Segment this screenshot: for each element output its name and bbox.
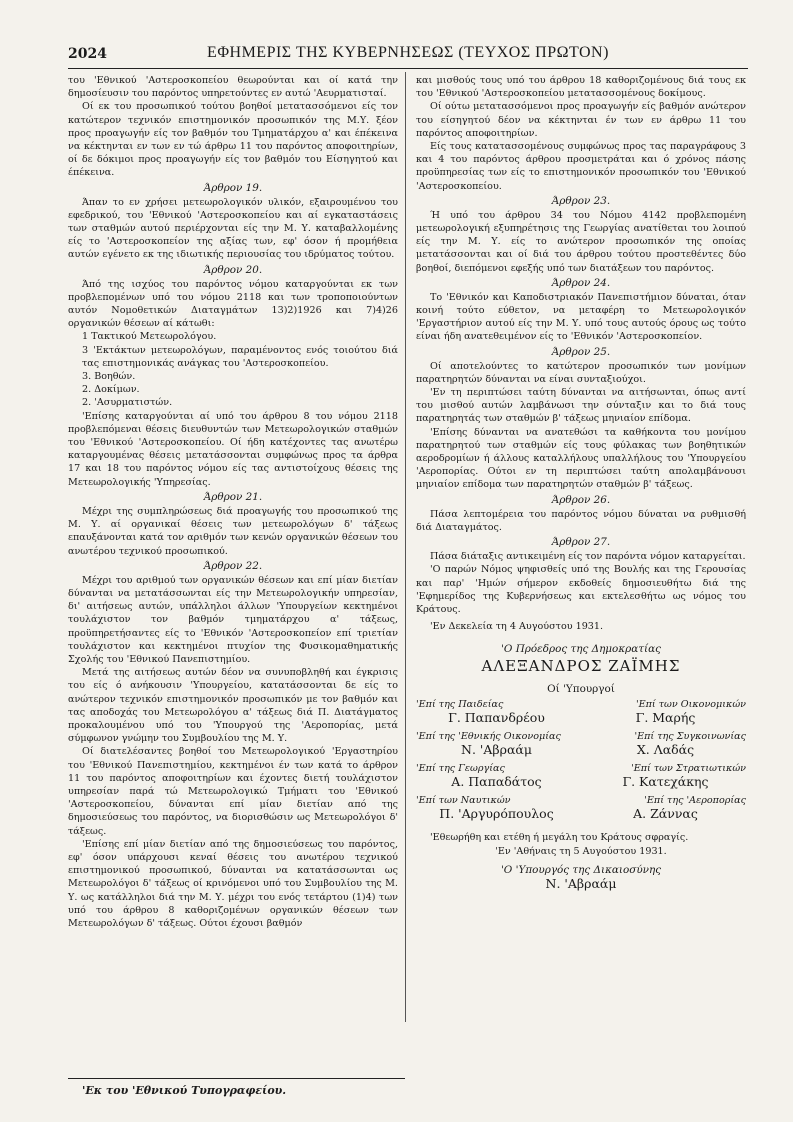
article-heading: Άρθρον 26. <box>551 493 611 506</box>
paragraph: Οί ούτω μετατασσόμενοι προς προαγωγήν είς βαθμόν ανώτερον του είσηγητού δέον να κέκτηνται έν των εν άρθρω 11 του παρόντος αποφοιτηρίων. <box>416 101 746 139</box>
enactment-date: 'Εν Δεκελεία τη 4 Αυγούστου 1931. <box>430 621 604 633</box>
article-heading: Άρθρον 24. <box>551 276 611 289</box>
minister-name: Ν. 'Αβραάμ <box>461 742 532 758</box>
seal-note: 'Εθεωρήθη και ετέθη ή μεγάλη του Κράτους σφραγίς. <box>430 832 689 844</box>
paragraph: Μετά της αιτήσεως αυτών δέον να συνυποβληθή και έγκρισις του είς ό ανήκουσιν 'Υπουργείου, κατατάσσονται δε είς το ανώτερον τεχνικόν επιστημονικόν προσωπικόν με τον βαθμόν και τας αποδοχάς του Μετεωρολόγου α' τάξεως διά Π. Διατάγματος προκαλουμένου υπό του 'Υπουργού της 'Αεροπορίας, μετά σύμφωνον γνώμην του Συμβουλίου της Μ. Υ. <box>68 667 398 745</box>
article-heading: Άρθρον 19. <box>203 181 263 194</box>
footer-rule <box>68 1078 405 1079</box>
page-number: 2024 <box>68 46 107 62</box>
president-role: 'Ο Πρόεδρος της Δημοκρατίας <box>501 643 661 656</box>
list-item: 3. Βοηθών. <box>82 371 136 383</box>
ministers-title: Οί 'Υπουργοί <box>547 683 615 696</box>
paragraph: Πάσα διάταξις αντικειμένη είς τον παρόντα νόμον καταργείται. <box>430 551 746 563</box>
article-heading: Άρθρον 22. <box>203 559 263 572</box>
minister-role: 'Επί των Στρατιωτικών <box>631 763 746 775</box>
minister-entry <box>585 763 746 789</box>
list-item: 3 'Εκτάκτων μετεωρολόγων, παραμένοντος ενός τοιούτου διά τας επιστημονικάς ανάγκας του 'Αστεροσκοπείου. <box>82 344 398 369</box>
minister-role: 'Επί της 'Αεροπορίας <box>644 795 746 807</box>
minister-entry <box>416 731 577 757</box>
running-title: ΕΦΗΜΕΡΙΣ ΤΗΣ ΚΥΒΕΡΝΗΣΕΩΣ (ΤΕΥΧΟΣ ΠΡΩΤΟΝ) <box>207 44 609 61</box>
justice-role: 'Ο 'Υπουργός της Δικαιοσύνης <box>500 863 662 876</box>
paragraph: και μισθούς τους υπό του άρθρου 18 καθοριζομένους διά τους εκ του 'Εθνικού 'Αστεροσκοπείου μετατασσομένους δοκίμους. <box>416 75 746 100</box>
printer-credit: 'Εκ του 'Εθνικού Τυπογραφείου. <box>82 1084 287 1097</box>
list-item: 2. Δοκίμων. <box>82 384 140 396</box>
minister-name: Π. 'Αργυρόπουλος <box>439 806 554 822</box>
minister-role: 'Επί των Ναυτικών <box>416 795 511 807</box>
article-heading: Άρθρον 20. <box>203 263 263 276</box>
paragraph: Άπαν το εν χρήσει μετεωρολογικόν υλικόν, εξαιρουμένου του εφεδρικού, του 'Εθνικού 'Αστεροσκοπείου και αί εγκαταστάσεις των σταθμών αυτού περιέρχονται είς την Μ. Υ. καταβαλλομένης είς το 'Αστεροσκοπείον της αξίας των, εφ' όσον ή προμήθεια αυτών εγένετο εκ της ιδιωτικής περιουσίας του ιδρύματος τούτου. <box>68 196 398 261</box>
left-column <box>68 74 398 930</box>
paragraph: 'Επίσης επί μίαν διετίαν από της δημοσιεύσεως του παρόντος, εφ' όσον υπάρχουσι κεναί θέσεις του ανωτέρου τεχνικού επιστημονικού προσωπικού, δύνανται να κατατάσσωνται ως Μετεωρολόγοι δ' τάξεως οί κρινόμενοι υπό του Συμβουλίου της Μ. Υ. ως κατάλληλοι διά την Μ. Υ. μέχρι του ενός τετάρτου (1)4) των υπό του άρθρου 8 καθοριζομένων οργανικών θέσεων των Μετεωρολόγων δ' τάξεως. Ούτοι έχουσι βαθμόν <box>68 838 398 929</box>
minister-entry <box>585 699 746 725</box>
minister-name: Α. Παπαδάτος <box>451 774 542 790</box>
paragraph: Μέχρι της συμπληρώσεως διά προαγωγής του προσωπικού της Μ. Υ. αί οργανικαί θέσεις των μετεωρολόγων δ' τάξεως επαυξάνονται κατά τον αριθμόν των κενών οργανικών θέσεων του ανωτέρου τεχνικού προσωπικού. <box>68 505 398 557</box>
minister-entry <box>416 795 577 821</box>
paragraph: Πάσα λεπτομέρεια του παρόντος νόμου δύναται να ρυθμισθή διά Διαταγμάτος. <box>416 508 746 533</box>
minister-role: 'Επί της Παιδείας <box>416 699 504 711</box>
minister-name: Α. Ζάννας <box>633 806 698 822</box>
paragraph: 'Επίσης καταργούνται αί υπό του άρθρου 8 του νόμου 2118 προβλεπόμεναι θέσεις διευθυντών των Μετεωρολογικών σταθμών του 'Εθνικού 'Αστεροσκοπείου. Οί ήδη κατέχοντες τας ανωτέρω καταργουμένας θέσεις μετατάσσονται συμφώνως προς τα άρθρα 17 και 18 του παρόντος νόμου είς τας αντιστοίχους θέσεις της Μετεωρολογικής 'Υπηρεσίας. <box>68 410 398 488</box>
minister-name: Χ. Λαδάς <box>636 742 695 758</box>
minister-role: 'Επί των Οικονομικών <box>635 699 746 711</box>
minister-name: Γ. Κατεχάκης <box>622 774 709 790</box>
page-header <box>68 44 748 66</box>
paragraph: Οί διατελέσαντες βοηθοί του Μετεωρολογικού 'Εργαστηρίου του 'Εθνικού Πανεπιστημίου, κεκτημένοι έν των κατά το άρθρον 11 του παρόντος αποφοιτηρίων και έχοντες διετή τουλάχιστον υπηρεσίαν παρά τώ Μετεωρολογικώ Τμήματι του 'Εθνικού 'Αστεροσκοπείου, δύνανται επί μίαν διετίαν από της δημοσιεύσεως του παρόντος, να διορισθώσιν ως Μετεωρολόγοι δ' τάξεως. <box>68 746 398 837</box>
list-item: 1 Τακτικού Μετεωρολόγου. <box>82 331 217 343</box>
justice-name: Ν. 'Αβραάμ <box>545 875 617 891</box>
header-rule <box>68 68 748 69</box>
minister-role: 'Επί της 'Εθνικής Οικονομίας <box>416 731 561 743</box>
seal-date: 'Εν 'Αθήναις τη 5 Αυγούστου 1931. <box>495 845 667 857</box>
article-heading: Άρθρον 25. <box>551 345 611 358</box>
paragraph: Είς τους κατατασσομένους συμφώνως προς τας παραγράφους 3 και 4 του παρόντος άρθρου προσμετράται και ό χρόνος πάσης προϋπηρεσίας των είς το επιστημονικόν προσωπικόν του 'Εθνικού 'Αστεροσκοπείου. <box>416 141 746 192</box>
minister-name: Γ. Παπανδρέου <box>448 710 545 726</box>
article-heading: Άρθρον 27. <box>551 536 611 549</box>
minister-role: 'Επί της Γεωργίας <box>416 763 505 775</box>
article-heading: Άρθρον 23. <box>551 194 611 207</box>
list-item: 2. 'Ασυρματιστών. <box>82 397 173 409</box>
paragraph: 'Ο παρών Νόμος ψηφισθείς υπό της Βουλής και της Γερουσίας και παρ' 'Ημών σήμερον εκδοθείς δημοσιευθήτω διά της 'Εφημερίδος της Κυβερνήσεως και εκτελεσθήτω ως νόμος του Κράτους. <box>416 564 746 615</box>
paragraph: 'Εν τη περιπτώσει ταύτη δύνανται να αιτήσωνται, όπως αντί του μισθού αυτών λαμβάνωσι την σύνταξιν και το διά τους παρατηρητάς των σταθμών β' τάξεως μηνιαίον επίδομα. <box>416 387 746 425</box>
minister-entry <box>585 731 746 757</box>
ministers-grid <box>416 699 746 827</box>
minister-entry <box>416 763 577 789</box>
minister-entry <box>585 795 746 821</box>
minister-entry <box>416 699 577 725</box>
paragraph: Το 'Εθνικόν και Καποδιστριακόν Πανεπιστήμιον δύναται, όταν κοινή τούτο εύθετον, να μεταφέρη το Μετεωρολογικόν 'Εργαστήριον αυτού είς την Μ. Υ. υπό τους αυτούς όρους ως τούτο είναι ήδη ανατεθειμένον είς το 'Εθνικόν 'Αστεροσκοπείον. <box>416 291 746 343</box>
president-signature <box>416 643 746 675</box>
paragraph: 'Επίσης δύνανται να ανατεθώσι τα καθήκοντα του μονίμου παρατηρητού των σταθμών είς τους φύλακας των βοηθητικών αεροδρομίων ή άλλους καταλλήλους υπαλλήλους του 'Υπουργείου 'Αεροπορίας. Ούτοι εν τη περιπτώσει ταύτη απολαμβάνουσι μηνιαίον επίδομα των παρατηρητών σταθμών β' τάξεως. <box>416 426 746 491</box>
article-heading: Άρθρον 21. <box>203 490 263 503</box>
justice-signature <box>416 864 746 891</box>
president-name: ΑΛΕΞΑΝΔΡΟΣ ΖΑΪΜΗΣ <box>481 657 681 676</box>
minister-name: Γ. Μαρής <box>635 710 696 726</box>
paragraph: του 'Εθνικού 'Αστεροσκοπείου θεωρούνται και οί κατά την δημοσίευσιν του παρόντος υπηρετούντες εν αυτώ 'Αευρματισταί. <box>68 75 398 100</box>
paragraph: Οί εκ του προσωπικού τούτου βοηθοί μετατασσόμενοι είς τον κατώτερον τεχνικόν επιστημονικόν προσωπικόν της Μ.Υ. ξέον προς προαγωγήν είς τον βαθμόν του Τμηματάρχου α' και έπέκεινα να κέκτηνται εν των εν τώ άρθρω 11 του παρόντος αποφοιτηρίων, οί δε δόκιμοι προς προαγωγήν είς τον βαθμόν του Είσηγητού και έπέκεινα. <box>68 101 398 179</box>
right-column <box>416 74 746 891</box>
paragraph: Μέχρι του αριθμού των οργανικών θέσεων και επί μίαν διετίαν δύνανται να μετατάσσωνται είς την Μετεωρολογικήν υπηρεσίαν, δι' αιτήσεως αυτών, υπάλληλοι άλλων 'Υπουργείων κεκτημένοι τουλάχιστον τον βαθμόν τμηματάρχου α' τάξεως, προϋπηρετήσαντες είς το 'Εθνικόν 'Αστεροσκοπείον επί τριετίαν τουλάχιστον και κεκτημένοι πτυχίον της Φυσικομαθηματικής Σχολής του 'Εθνικού Πανεπιστημίου. <box>68 574 398 665</box>
minister-role: 'Επί της Συγκοινωνίας <box>634 731 746 743</box>
paragraph: Άπό της ισχύος του παρόντος νόμου καταργούνται εκ των προβλεπομένων υπό του νόμου 2118 και των τροποποιούντων αυτόν Νομοθετικών Διαταγμάτων 13)2)1926 και 7)4)26 οργανικών θέσεων αί κάτωθι: <box>68 278 398 330</box>
paragraph: Οί αποτελούντες το κατώτερον προσωπικόν των μονίμων παρατηρητών δύνανται να είναι συνταξιούχοι. <box>416 360 746 385</box>
column-divider <box>405 72 406 1022</box>
paragraph: Ή υπό του άρθρου 34 του Νόμου 4142 προβλεπομένη μετεωρολογική εξυπηρέτησις της Γεωργίας ανατίθεται του λοιπού είς την Μ. Υ. είς το ανώτερον προσωπικόν της οποίας μετατάσσονται και οί διά του άρθρου τούτου προστεθέντες δύο βοηθοί, διεπόμενοι εφεξής υπό των διατάξεων του παρόντος. <box>416 209 746 274</box>
